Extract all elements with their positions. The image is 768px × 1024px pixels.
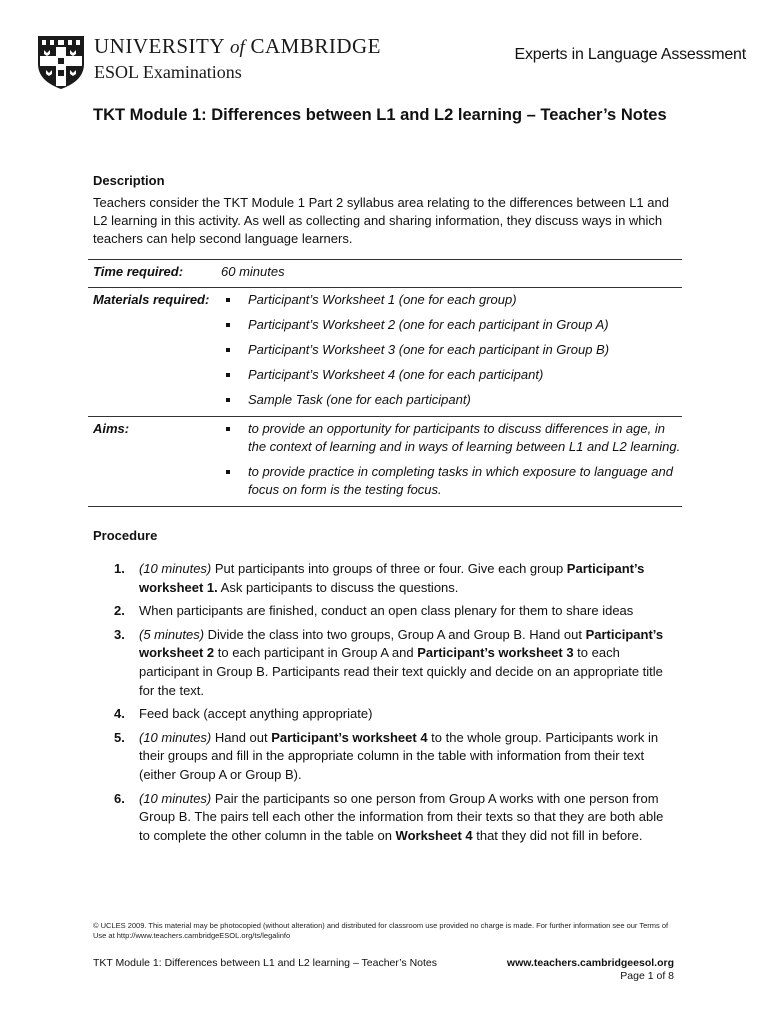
step-emphasis: Worksheet 4 (395, 827, 473, 843)
step-text: When participants are finished, conduct an open class plenary for them to share ideas (139, 603, 634, 619)
copyright-notice: © UCLES 2009. This material may be photocopied (without alteration) and distributed for classroom use provided no charge is made. For further information see our Terms of Use at http://www.teachers.cambridgeESOL.org/ts/legalinfo (93, 921, 669, 940)
list-item: Sample Task (one for each participant) (221, 391, 682, 409)
step-text: to the whole group. Participants work in their groups and fill in the appropriate column in the table with information from their text (either Group A or Group B). (139, 729, 659, 782)
step-text: Divide the class into two groups, Group A and Group B. Hand out (204, 626, 586, 642)
page-number: Page 1 of 8 (620, 970, 674, 982)
page-footer (93, 957, 674, 969)
time-row (88, 260, 682, 288)
step-number: 2. (114, 603, 125, 619)
step-number: 6. (114, 790, 125, 806)
step-emphasis: Participant’s worksheet 2 (139, 626, 664, 661)
activity-info-table (88, 259, 682, 507)
step-number: 3. (114, 626, 125, 642)
university-crest-icon (36, 34, 86, 90)
document-title: TKT Module 1: Differences between L1 and L2 learning – Teacher’s Notes (93, 106, 667, 124)
materials-list (221, 291, 682, 409)
step-text: Ask participants to discuss the questions. (217, 579, 459, 595)
step-text: that they did not fill in before. (472, 827, 643, 843)
procedure-list (114, 560, 674, 850)
procedure-step (114, 560, 674, 597)
footer-doc-title: TKT Module 1: Differences between L1 and L2 learning – Teacher’s Notes (93, 957, 437, 969)
footer-website-link[interactable]: www.teachers.cambridgeesol.org (506, 957, 674, 969)
procedure-step (114, 790, 674, 846)
time-value: 60 minutes (221, 264, 285, 279)
page-header (36, 32, 746, 92)
exam-board-name: ESOL Examinations (94, 62, 242, 82)
materials-label: Materials required: (93, 292, 210, 307)
aims-list (221, 420, 682, 499)
step-emphasis: Participant’s worksheet 1. (139, 561, 645, 595)
step-time: (10 minutes) (139, 790, 212, 806)
step-text: to each participant in Group B. Participants read their text quickly and decide on an appropriate title for the text. (139, 645, 663, 698)
step-text: to each participant in Group A and (214, 645, 418, 661)
step-emphasis: Participant’s worksheet 4 (271, 729, 428, 745)
step-emphasis: Participant’s worksheet 3 (417, 645, 574, 661)
step-text: Pair the participants so one person from Group A works with one person from Group B. The pairs tell each other the information from their texts so that they are both able to complete the other column in the table on (139, 790, 664, 843)
step-time: (10 minutes) (139, 561, 212, 576)
step-text: Put participants into groups of three or four. Give each group (211, 561, 567, 576)
step-time: (10 minutes) (139, 729, 212, 745)
materials-row (88, 288, 682, 417)
procedure-step (114, 626, 674, 700)
aims-row (88, 417, 682, 507)
list-item: Participant’s Worksheet 2 (one for each participant in Group A) (221, 316, 682, 334)
list-item: to provide practice in completing tasks in which exposure to language and focus on form is the testing focus. (221, 463, 682, 499)
description-text: Teachers consider the TKT Module 1 Part 2 syllabus area relating to the differences between L1 and L2 learning in this activity. As well as collecting and sharing information, they discuss ways in which teachers can help second language learners. (93, 195, 669, 246)
procedure-step (114, 729, 674, 785)
cambridge-word: CAMBRIDGE (250, 34, 382, 58)
list-item: to provide an opportunity for participants to discuss differences in age, in the context of learning and in ways of learning between L1 and L2 learning. (221, 420, 682, 456)
procedure-heading: Procedure (93, 528, 158, 543)
step-number: 1. (114, 561, 125, 576)
university-name (94, 34, 381, 59)
aims-label: Aims: (93, 421, 130, 436)
step-text: Hand out (211, 729, 272, 745)
step-number: 5. (114, 729, 125, 745)
list-item: Participant’s Worksheet 4 (one for each participant) (221, 366, 682, 384)
step-time: (5 minutes) (139, 626, 205, 642)
step-text: Feed back (accept anything appropriate) (139, 706, 373, 722)
university-word: UNIVERSITY (94, 34, 225, 58)
of-word: of (229, 37, 245, 58)
list-item: Participant’s Worksheet 3 (one for each participant in Group B) (221, 341, 682, 359)
procedure-step (114, 705, 674, 724)
time-label: Time required: (93, 264, 184, 279)
step-number: 4. (114, 706, 125, 722)
list-item: Participant’s Worksheet 1 (one for each group) (221, 291, 682, 309)
description-heading: Description (93, 173, 165, 188)
procedure-step (114, 602, 674, 621)
tagline: Experts in Language Assessment (514, 46, 746, 63)
